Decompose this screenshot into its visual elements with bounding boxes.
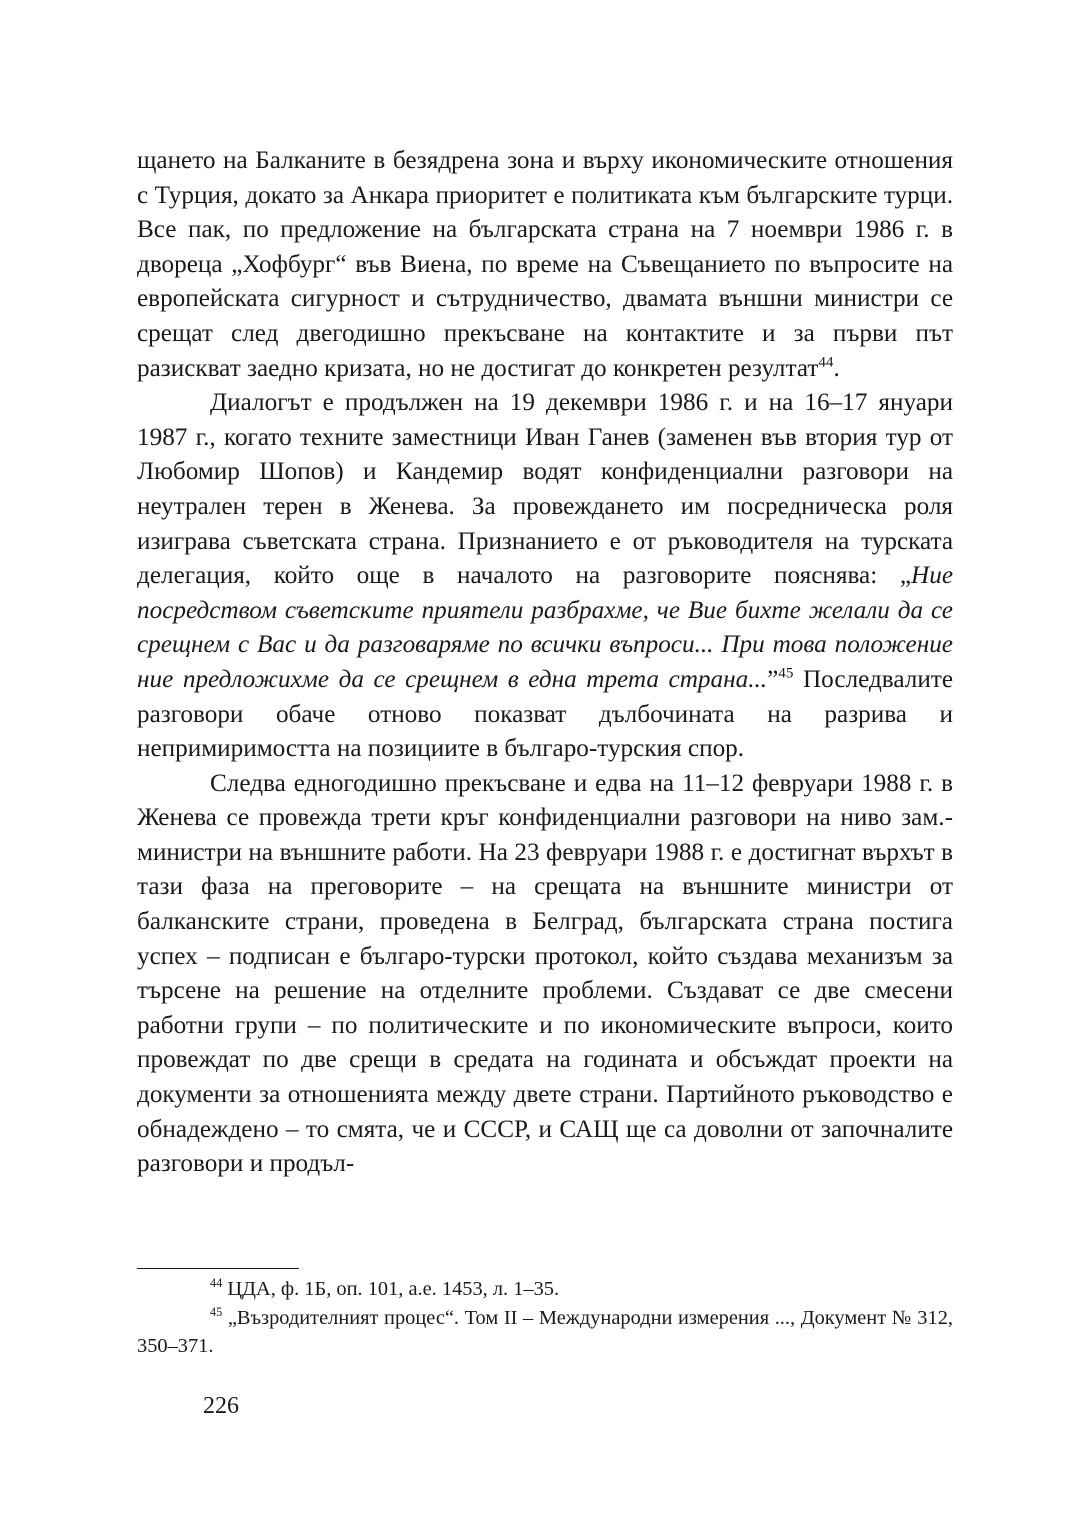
paragraph-1 xyxy=(137,144,953,386)
footnote-number: 45 xyxy=(210,1304,223,1319)
footnote-ref-45: 45 xyxy=(778,665,794,682)
footnotes xyxy=(137,1275,953,1361)
paragraph-1-end: . xyxy=(833,354,840,382)
paragraph-2 xyxy=(137,386,953,767)
paragraph-2-rest: Последвалите разговори обаче отново показват дълбочината на разрива и непримиримостта на позициите в българо-турския спор. xyxy=(137,665,954,763)
footnote-divider xyxy=(137,1268,299,1269)
footnote-ref-44: 44 xyxy=(818,354,834,371)
paragraph-1-text: щането на Балканите в безядрена зона и върху икономическите отношения с Турция, докато за Анкара приоритет е политиката към българските турци. Все пак, по предложение на българската страна на 7 ноември 1986 г. в двореца „Хофбург“ във Виена, по време на Съвещанието по въпросите на европейската сигурност и сътрудничество, двамата външни министри се срещат след двегодишно прекъсване на контактите и за първи път разискват заедно кризата, но не достигат до конкретен резултат xyxy=(137,147,953,382)
paragraph-3 xyxy=(137,767,953,1182)
footnote-text: „Възродителният процес“. Том II – Международни измерения ..., Документ № 312, 350–371. xyxy=(137,1306,953,1357)
footnote-text: ЦДА, ф. 1Б, оп. 101, а.е. 1453, л. 1–35. xyxy=(222,1278,560,1300)
page-number: 226 xyxy=(203,1393,239,1419)
paragraph-2-text: Диалогът е продължен на 19 декември 1986 г. и на 16–17 януари 1987 г., когато техните заместници Иван Ганев (заменен във втория тур от Любомир Шопов) и Кандемир водят конфиденциални разговори на неутрален терен в Женева. За провеждането им посредническа роля изиграва съветската страна. Признанието е от ръководителя на турската делегация, който още в началото на разговорите пояснява: „ xyxy=(137,389,953,590)
paragraph-3-text: Следва едногодишно прекъсване и едва на 11–12 февруари 1988 г. в Женева се провежда трети кръг конфиденциални разговори на ниво зам.-министри на външните работи. На 23 февруари 1988 г. е достигнат върхът в тази фаза на преговорите – на срещата на външните министри от балканските страни, проведена в Белград, българската страна постига успех – подписан е българо-турски протокол, който създава механизъм за търсене на решение на отделните проблеми. Създават се две смесени работни групи – по политическите и по икономическите въпроси, които провеждат по две срещи в средата на годината и обсъждат проекти на документи за отношенията между двете страни. Партийното ръководство е обнадеждено – то смята, че и СССР, и САЩ ще са доволни от започналите разговори и продъл- xyxy=(137,769,953,1178)
main-text xyxy=(137,144,953,1182)
footnote-44 xyxy=(137,1275,953,1304)
paragraph-2-quote-close: ” xyxy=(767,665,779,693)
footnote-number: 44 xyxy=(210,1276,223,1291)
footnote-45 xyxy=(137,1304,953,1361)
paragraph-2-quote: Ние посредством съветските приятели разбрахме, че Вие бихте желали да се срещнем с Вас и да разговаряме по всички въпроси... При това положение ние предложихме да се срещнем в една трета страна... xyxy=(137,562,953,693)
